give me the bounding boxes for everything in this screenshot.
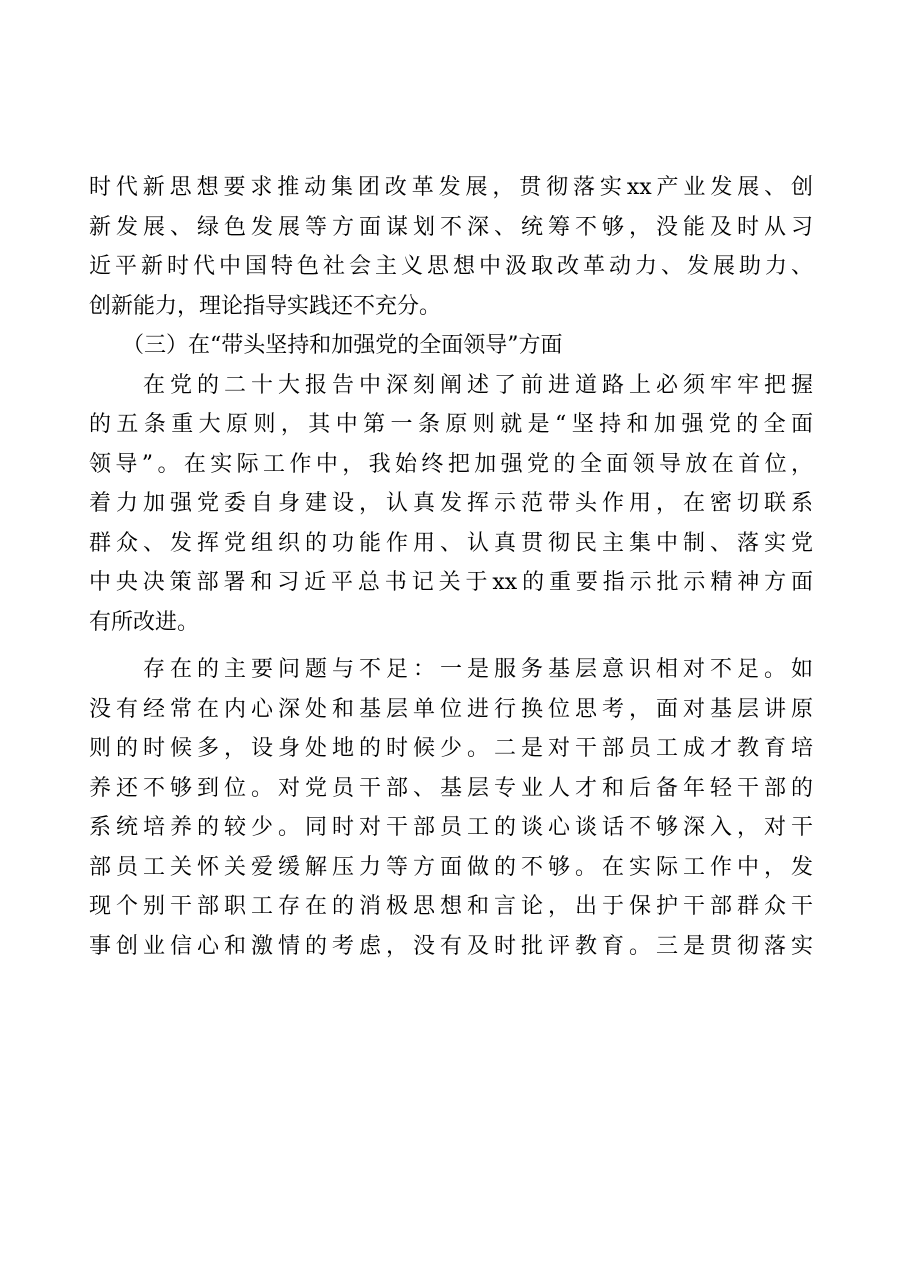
text-line: 现个别干部职工存在的消极思想和言论，出于保护干部群众干: [89, 894, 813, 919]
text-line: 群众、发挥党组织的功能作用、认真贯彻民主集中制、落实党: [89, 530, 813, 556]
text-line: 事创业信心和激情的考虑，没有及时批评教育。三是贯彻落实: [89, 933, 813, 959]
text-line: 养还不够到位。对党员干部、基层专业人才和后备年轻干部的: [89, 775, 813, 801]
body-text: [89, 168, 813, 966]
section-heading: （三）在“带头坚持和加强党的全面领导”方面: [89, 333, 563, 358]
text-line: 没有经常在内心深处和基层单位进行换位思考，面对基层讲原: [89, 696, 813, 722]
text-line: 部员工关怀关爱缓解压力等方面做的不够。在实际工作中，发: [89, 854, 813, 880]
text-line: 则的时候多，设身处地的时候少。二是对干部员工成才教育培: [89, 736, 813, 761]
text-line: 新发展、绿色发展等方面谋划不深、统筹不够，没能及时从习: [89, 214, 813, 240]
text-line: 在党的二十大报告中深刻阐述了前进道路上必须牢牢把握: [89, 372, 813, 398]
text-line: 领导”。在实际工作中，我始终把加强党的全面领导放在首位，: [89, 451, 813, 477]
text-line: 有所改进。: [89, 609, 200, 635]
text-line: 存在的主要问题与不足：一是服务基层意识相对不足。如: [89, 657, 813, 682]
text-line: 时代新思想要求推动集团改革发展，贯彻落实xx产业发展、创: [89, 175, 813, 200]
text-line: 系统培养的较少。同时对干部员工的谈心谈话不够深入，对干: [89, 815, 813, 840]
text-line: 着力加强党委自身建设，认真发挥示范带头作用，在密切联系: [89, 491, 813, 516]
text-line: 的五条重大原则，其中第一条原则就是“坚持和加强党的全面: [89, 412, 813, 437]
text-line: 中央决策部署和习近平总书记关于xx的重要指示批示精神方面: [89, 570, 813, 595]
paragraph-gap: [89, 642, 813, 650]
text-line: 近平新时代中国特色社会主义思想中汲取改革动力、发展助力、: [89, 254, 813, 279]
text-line: 创新能力，理论指导实践还不充分。: [89, 293, 442, 319]
